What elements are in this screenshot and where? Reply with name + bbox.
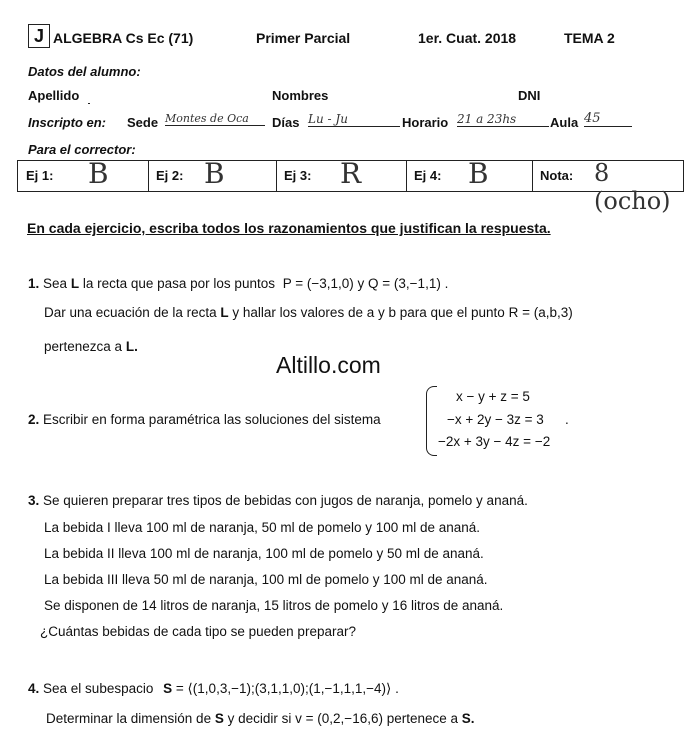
horario-value: 21 a 23hs (457, 112, 549, 127)
apellido-label: Apellido (28, 88, 80, 103)
exercise-4-line-2 (46, 711, 475, 726)
aula-label: Aula (550, 115, 579, 130)
grade-cell-ej4 (406, 157, 533, 191)
exercise-3-line-1 (28, 493, 528, 508)
exercise-1-line-1 (28, 276, 448, 291)
corrector-section-label: Para el corrector: (28, 142, 136, 157)
grade-mark: B (204, 157, 225, 190)
system-equation-1: x − y + z = 5 (456, 389, 530, 404)
grade-label: Ej 4: (414, 168, 442, 183)
exercise-2-text (28, 412, 381, 427)
grade-table (17, 157, 684, 215)
text: pertenezca a (44, 339, 123, 354)
final-grade: 8 (ocho) (594, 159, 671, 215)
line-symbol: L. (125, 339, 138, 354)
grade-mark: B (468, 157, 489, 190)
text: Sea (43, 276, 68, 291)
text: Dar una ecuación de la recta (44, 305, 217, 320)
nombres-label: Nombres (272, 88, 329, 103)
exercise-number: 2. (28, 412, 40, 427)
system-end-period: . (565, 412, 569, 427)
exercise-3-line-2: La bebida I lleva 100 ml de naranja, 50 ml de pomelo y 100 ml de ananá. (44, 520, 481, 535)
sede-value: Montes de Oca (165, 112, 265, 126)
exam-title: Primer Parcial (256, 30, 351, 46)
watermark: Altillo.com (276, 352, 381, 378)
system-brace (426, 386, 437, 456)
grade-cell-ej3 (276, 157, 407, 191)
course-title: ALGEBRA Cs Ec (71) (53, 30, 194, 46)
exercise-3-line-5: Se disponen de 14 litros de naranja, 15 litros de pomelo y 16 litros de ananá. (44, 598, 504, 613)
subspace-symbol: S (163, 681, 173, 696)
exercise-number: 3. (28, 493, 40, 508)
grade-label: Ej 3: (284, 168, 312, 183)
text: Se quieren preparar tres tipos de bebidas con jugos de naranja, pomelo y ananá. (43, 493, 528, 508)
dias-value: Lu - Ju (308, 112, 400, 127)
line-symbol: L (220, 305, 229, 320)
dni-label: DNI (518, 88, 541, 103)
grade-mark: B (88, 157, 109, 190)
exercise-number: 4. (28, 681, 40, 696)
sede-label: Sede (127, 115, 159, 130)
text: Escribir en forma paramétrica las soluciones del sistema (43, 412, 381, 427)
text: Determinar la dimensión de (46, 711, 212, 726)
text: y hallar los valores de a y b para que el punto (232, 305, 505, 320)
system-equation-2: −x + 2y − 3z = 3 (447, 412, 544, 427)
grade-mark: R (340, 157, 362, 190)
text: la recta que pasa por los puntos (82, 276, 275, 291)
horario-label: Horario (402, 115, 449, 130)
grade-label: Ej 2: (156, 168, 184, 183)
text: y decidir si v = (0,2,−16,6) pertenece a (227, 711, 459, 726)
dias-label: Días (272, 115, 300, 130)
student-section-label: Datos del alumno: (28, 64, 141, 79)
line-symbol: L (70, 276, 80, 291)
subspace-symbol: S (214, 711, 224, 726)
inscripto-label: Inscripto en: (28, 115, 107, 130)
aula-value: 45 (584, 111, 632, 127)
points: P = (−3,1,0) y Q = (3,−1,1) . (282, 276, 449, 291)
exercise-3-line-6: ¿Cuántas bebidas de cada tipo se pueden preparar? (40, 624, 356, 639)
grade-label: Ej 1: (26, 168, 54, 183)
apellido-line (88, 102, 90, 104)
grade-cell-ej1 (18, 157, 149, 191)
exam-period: 1er. Cuat. 2018 (418, 30, 517, 46)
text: Sea el subespacio (43, 681, 154, 696)
grade-cell-ej2 (148, 157, 277, 191)
exercise-1-line-3 (44, 339, 138, 354)
system-equation-3: −2x + 3y − 4z = −2 (438, 434, 551, 449)
instruction: En cada ejercicio, escriba todos los razonamientos que justifican la respuesta. (27, 220, 551, 236)
grade-cell-nota (532, 159, 682, 215)
tema-letter-box: J (28, 24, 50, 48)
exercise-4-line-1 (28, 681, 399, 697)
point-r: R = (a,b,3) (508, 305, 573, 320)
tema-label: TEMA 2 (564, 30, 615, 46)
exercise-number: 1. (28, 276, 40, 291)
subspace-generators: = ⟨(1,0,3,−1);(3,1,1,0);(1,−1,1,1,−4)⟩ . (175, 681, 399, 696)
subspace-symbol: S. (461, 711, 475, 726)
exercise-3-line-3: La bebida II lleva 100 ml de naranja, 100 ml de pomelo y 50 ml de ananá. (44, 546, 484, 561)
exercise-1-line-2 (44, 305, 573, 320)
exercise-3-line-4: La bebida III lleva 50 ml de naranja, 100 ml de pomelo y 100 ml de ananá. (44, 572, 488, 587)
grade-label: Nota: (540, 168, 574, 183)
